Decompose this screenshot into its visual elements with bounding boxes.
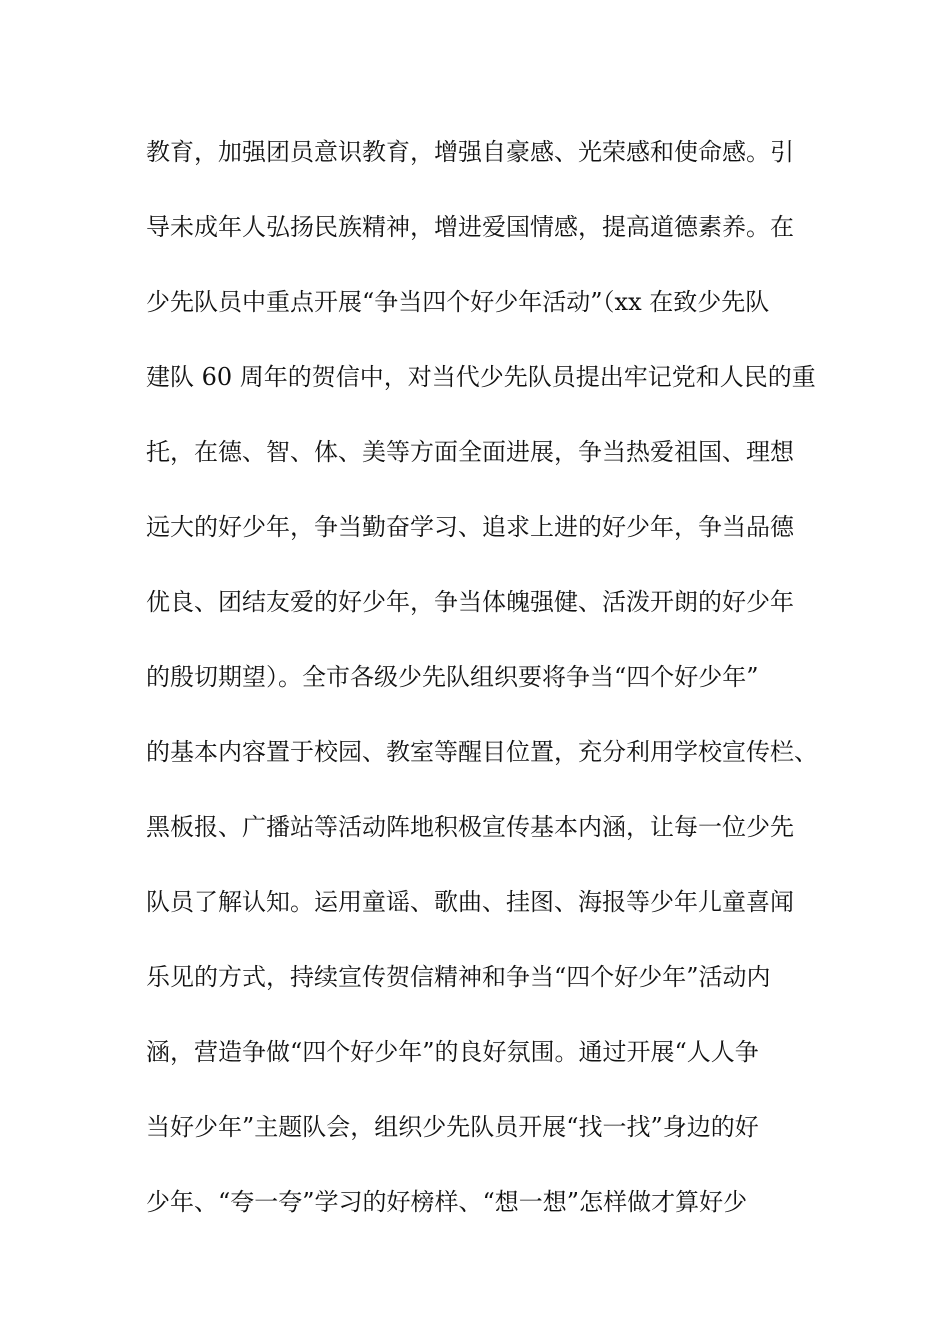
text-line: 远大的好少年，争当勤奋学习、追求上进的好少年，争当品德 bbox=[146, 513, 794, 541]
text-line: 少先队员中重点开展“争当四个好少年活动”（xx 在致少先队 bbox=[146, 288, 770, 316]
text-line: 建队 60 周年的贺信中，对当代少先队员提出牢记党和人民的重 bbox=[146, 363, 816, 391]
text-line: 乐见的方式，持续宣传贺信精神和争当“四个好少年”活动内 bbox=[146, 963, 771, 991]
text-line: 黑板报、广播站等活动阵地积极宣传基本内涵，让每一位少先 bbox=[146, 813, 794, 841]
text-line: 涵，营造争做“四个好少年”的良好氛围。通过开展“人人争 bbox=[146, 1038, 759, 1066]
text-line: 当好少年”主题队会，组织少先队员开展“找一找”身边的好 bbox=[146, 1113, 759, 1141]
text-line: 的殷切期望）。全市各级少先队组织要将争当“四个好少年” bbox=[146, 663, 759, 691]
text-line: 托，在德、智、体、美等方面全面进展，争当热爱祖国、理想 bbox=[146, 438, 794, 466]
text-line: 教育，加强团员意识教育，增强自豪感、光荣感和使命感。引 bbox=[146, 138, 794, 166]
text-line: 的基本内容置于校园、教室等醒目位置，充分利用学校宣传栏、 bbox=[146, 738, 818, 766]
text-line: 少年、“夸一夸”学习的好榜样、“想一想”怎样做才算好少 bbox=[146, 1188, 748, 1216]
text-line: 优良、团结友爱的好少年，争当体魄强健、活泼开朗的好少年 bbox=[146, 588, 794, 616]
text-line: 队员了解认知。运用童谣、歌曲、挂图、海报等少年儿童喜闻 bbox=[146, 888, 794, 916]
body-text bbox=[146, 130, 826, 1255]
text-line: 导未成年人弘扬民族精神，增进爱国情感，提高道德素养。在 bbox=[146, 213, 794, 241]
